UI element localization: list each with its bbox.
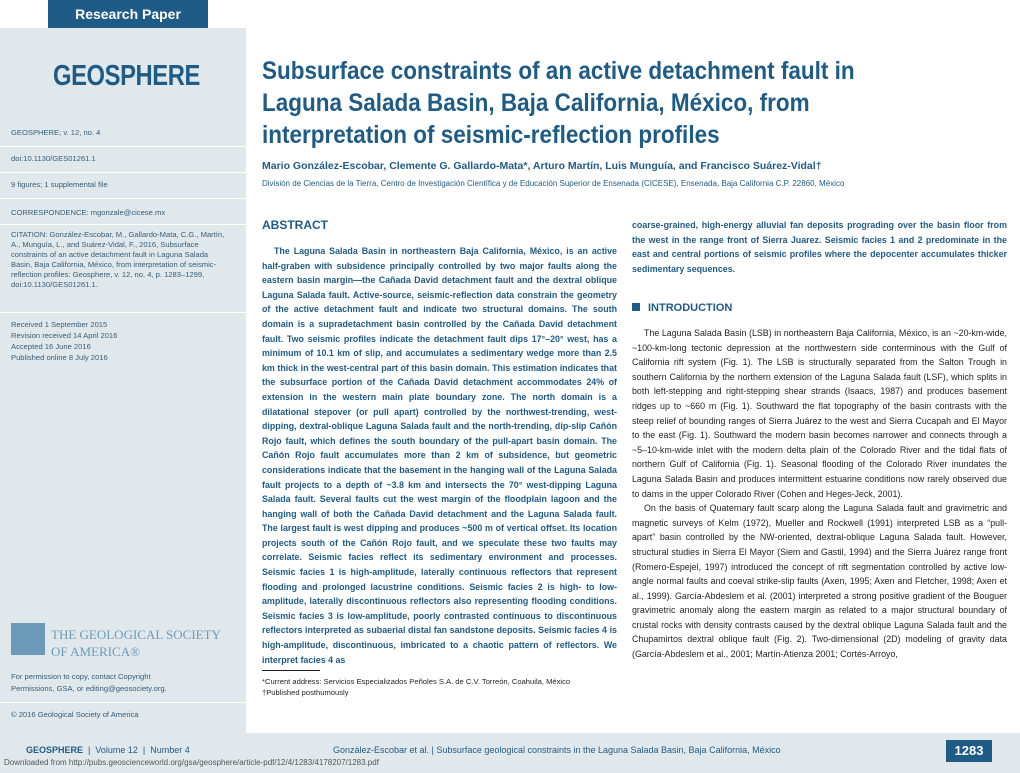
footer-number: Number 4: [150, 745, 190, 755]
footer-journal: GEOSPHERE | Volume 12 | Number 4: [26, 745, 190, 755]
page-number: 1283: [946, 740, 992, 762]
divider: [0, 312, 246, 313]
published-date: Published online 8 July 2016: [11, 353, 108, 362]
introduction-heading-text: INTRODUCTION: [648, 302, 733, 314]
permission-line2: Permissions, GSA, or editing@geosociety.org.: [11, 684, 167, 693]
divider: [0, 198, 246, 199]
footnote-posthumous: †Published posthumously: [262, 688, 349, 697]
download-notice[interactable]: Downloaded from http://pubs.geoscienceworld.org/gsa/geosphere/article-pdf/12/4/1283/4178207/1283.pdf: [4, 758, 379, 767]
introduction-body: [632, 326, 1007, 662]
gsa-name-line1: THE GEOLOGICAL SOCIETY: [51, 627, 221, 642]
footer-volume: Volume 12: [95, 745, 138, 755]
permission-line1: For permission to copy, contact Copyright: [11, 672, 151, 681]
received-date: Received 1 September 2015: [11, 320, 108, 329]
abstract-continuation: coarse-grained, high-energy alluvial fan deposits prograding over the basin floor from the west in the range front of Sierra Juarez. Seismic facies 1 and 2 predominate in the east and central portions of seismic profiles where the depocenter accumulates thicker sedimentary sequences.: [632, 220, 1007, 274]
abstract-paragraph: The Laguna Salada Basin in northeastern Baja California, México, is an active half-graben with subsidence principally controlled by two major faults along the eastern basin margin—the Cañada David detachment fault and the dextral oblique Laguna Salada fault. Active-source, seismic-reflection data constrain the geometry of the active detachment fault and indicate two structural domains. The south domain is a supradetachment basin controlled by the Cañada David detachment fault. Two seismic profiles indicate the detachment fault dips 17°–20° west, has a minimum of 10.1 km of slip, and accumulates a sedimentary wedge more than 2.5 km thick in the west-central part of this basin domain. This estimation indicates that the subsurface portion of the Cañada David detachment accommodates 24% of extension in the western main plate boundary zone. The north domain is a dilatational stepover (or pull apart) controlled by the northwest-trending, west-dipping, dextral-oblique Laguna Salada fault and the north-trending, dip-slip Cañón Rojo fault, which defines the south boundary of the pull-apart basin domain. The Cañón Rojo fault accumulates more than 2 km of subsidence, but geometric considerations indicate that the basement in the hanging wall of the Laguna Salada fault projects to a depth of ~3.8 km and intersects the 70° west-dipping Laguna Salada fault. Several faults cut the west margin of the floodplain lagoon and the hanging wall of both the Cañada David detachment and the Laguna Salada fault. The largest fault is west dipping and produces ~500 m of vertical offset. Its location projects south of the Cañón Rojo fault, and we speculate these two faults may correlate. Seismic facies reflect its sedimentary environment and processes. Seismic facies 1 is high-amplitude, laterally continuous reflectors that represent flooding and prolonged lacustrine conditions. Seismic facies 2 is high- to low-amplitude, laterally discontinuous reflectors also representing flooding conditions. Seismic facies 3 is low-amplitude, poorly contrasted continuous to discontinuous reflectors interpreted as subaerial distal fan sandstone deposits. Seismic facies 4 is high-amplitude, discontinuous, imbricated to a chaotic pattern of reflectors. We interpret facies 4 as: [262, 246, 617, 665]
accepted-date: Accepted 16 June 2016: [11, 342, 91, 351]
footer-journal-name: GEOSPHERE: [26, 745, 84, 755]
gsa-name-line2: OF AMERICA®: [51, 644, 140, 659]
authors: Mario González-Escobar, Clemente G. Gallardo-Mata*, Arturo Martín, Luis Munguía, and Francisco Suárez-Vidal†: [262, 160, 822, 172]
doi-info: doi:10.1130/GES01261.1: [11, 154, 96, 163]
divider: [0, 172, 246, 173]
running-header: González-Escobar et al. | Subsurface geological constraints in the Laguna Salada Basin, Baja California, México: [333, 745, 781, 755]
affiliation: División de Ciencias de la Tierra, Centro de Investigación Científica y de Educación Superior de Ensenada (CICESE), Ensenada, Baja California C.P. 22860, México: [262, 179, 845, 188]
footnote-rule: [262, 670, 320, 671]
gsa-logo: [11, 617, 221, 663]
divider: [0, 702, 246, 703]
intro-paragraph-2: On the basis of Quaternary fault scarp along the Laguna Salada fault and gravimetric and magnetic surveys of Kelm (1972), Mueller and Rockwell (1991) interpreted LSB as a “pull-apart” basin controlled by the NW-oriented, dextral-oblique Laguna Salada fault. However, structural studies in Sierra El Mayor (Siem and Gastil, 1994) and the Sierra Juárez range front (Romero-Espejel, 1997) introduced the concept of rift segmentation controlled by active low-angle normal faults and coeval strike-slip faults (Axen, 1995; Axen and Fletcher, 1998; Axen et al., 1999). García-Abdeslem et al. (2001) interpreted a strong positive gradient of the Bouguer gravimetric anomaly along the eastern margin as related to a major structural boundary of crustal rocks with density contrasts caused by the dextral oblique Laguna Salada fault and the Chupamirtos dextral oblique fault (Fig. 2). Two-dimensional (2D) modeling of gravity data (García-Abdeslem et al., 2001; Martín-Atienza 2001; Cortés-Arroyo,: [632, 503, 1007, 660]
journal-title: GEOSPHERE: [53, 60, 200, 92]
research-paper-tab: Research Paper: [48, 0, 208, 28]
section-square-icon: [632, 303, 640, 311]
divider: [0, 224, 246, 225]
copyright: © 2016 Geological Society of America: [11, 710, 139, 719]
figures-info: 9 figures; 1 supplemental file: [11, 180, 108, 189]
abstract-heading: ABSTRACT: [262, 218, 328, 232]
intro-paragraph-1: The Laguna Salada Basin (LSB) in northeastern Baja California, México, is an ~20-km-wide, ~100-km-long tectonic depression at the northwestern side conterminous with the Gulf of California rift system (Fig. 1). The LSB is structurally separated from the Salton Trough in southern California by the northern extension of the Laguna Salada fault (LSF), which splits in both left-stepping and right-stepping shear strands (Isaacs, 1987) and produces basement ridges up to ~660 m (Fig. 1). Southward the flat topography of the basin contrasts with the steep relief of bounding ranges of Sierra Juárez to the west and Sierra Cucapah and El Mayor to the east (Fig. 1). Southward the modern basin becomes narrower and connects through a ~5–10-km-wide inlet with the modern delta plain of the Colorado River and the tidal flats of northern Gulf of California (Fig. 1). Seasonal flooding of the Colorado River inundates the Laguna Salada Basin and produces intermittent estuarine conditions now rarely observed due to dams in the upper Colorado River (Cohen and Heges-Jeck, 2001).: [632, 328, 1007, 499]
top-bar: [0, 0, 1020, 28]
revision-date: Revision received 14 April 2016: [11, 331, 118, 340]
introduction-heading: [632, 302, 732, 314]
citation: CITATION: González-Escobar, M., Gallardo-Mata, C.G., Martín, A., Munguía, L., and Suárez-Vidal, F., 2016, Subsurface constraints of an active detachment fault in Laguna Salada Basin, Baja California, México, from interpretation of seismic-reflection profiles: Geosphere, v. 12, no. 4, p. 1283–1299, doi:10.1130/GES01261.1.: [11, 230, 225, 289]
gsa-emblem-icon: [11, 623, 45, 655]
correspondence: CORRESPONDENCE: mgonzale@cicese.mx: [11, 208, 166, 217]
abstract-body: [262, 244, 617, 667]
article-title: Subsurface constraints of an active detachment fault in Laguna Salada Basin, Baja California, México, from interpretation of seismic-reflection profiles: [262, 57, 855, 149]
divider: [0, 146, 246, 147]
footnote-address: *Current address: Servicios Especializados Peñoles S.A. de C.V. Torreón, Coahuila, México: [262, 677, 571, 686]
volume-info: GEOSPHERE; v. 12, no. 4: [11, 128, 101, 137]
